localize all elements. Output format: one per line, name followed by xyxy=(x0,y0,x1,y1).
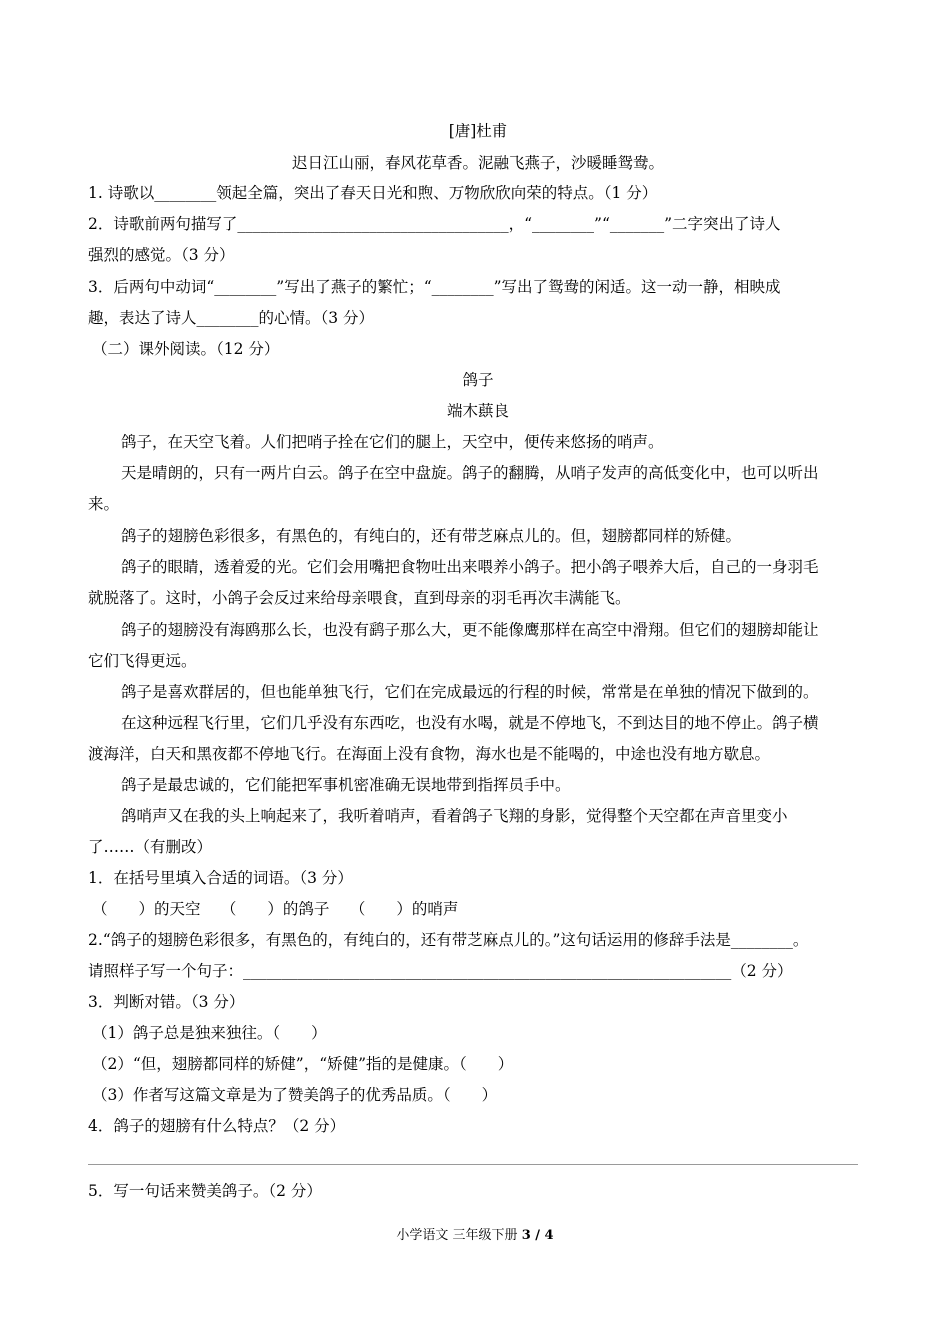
poem-question-2-line-2: 强烈的感觉。（3 分） xyxy=(88,246,235,264)
passage-paragraph-4-cont: 就脱落了。这时，小鸽子会反过来给母亲喂食，直到母亲的羽毛再次丰满能飞。 xyxy=(88,589,631,607)
footer-subject: 小学语文 三年级下册 xyxy=(396,1228,518,1243)
poem-question-3-line-1: 3．后两句中动词“________”写出了燕子的繁忙；“________”写出了鸳鸯的闲适。这一动一静，相映成 xyxy=(88,278,781,296)
passage-title: 鸽子 xyxy=(462,371,494,389)
poem-author: [唐]杜甫 xyxy=(448,122,508,140)
reading-question-1-blanks: （ ）的天空 （ ）的鸽子 （ ）的哨声 xyxy=(92,900,459,918)
footer-page-number: 3 / 4 xyxy=(521,1228,554,1243)
poem-verse: 迟日江山丽，春风花草香。泥融飞燕子，沙暖睡鸳鸯。 xyxy=(291,154,664,172)
reading-question-2-line-1: 2.“鸽子的翅膀色彩很多，有黑色的，有纯白的，还有带芝麻点儿的。”这句话运用的修辞手法是________。 xyxy=(88,931,809,949)
passage-paragraph-5: 鸽子的翅膀没有海鸥那么长，也没有鹞子那么大，更不能像鹰那样在高空中滑翔。但它们的翅膀却能让 xyxy=(121,621,819,639)
reading-question-3-item-1: （1）鸽子总是独来独往。（ ） xyxy=(92,1024,327,1042)
passage-paragraph-4: 鸽子的眼睛，透着爱的光。它们会用嘴把食物吐出来喂养小鸽子。把小鸽子喂养大后，自己的一身羽毛 xyxy=(121,558,819,576)
passage-paragraph-3: 鸽子的翅膀色彩很多，有黑色的，有纯白的，还有带芝麻点儿的。但，翅膀都同样的矫健。 xyxy=(121,527,742,545)
answer-line xyxy=(88,1164,858,1165)
passage-paragraph-9-cont: 了……（有删改） xyxy=(88,838,213,856)
reading-question-3-item-3: （3）作者写这篇文章是为了赞美鸽子的优秀品质。（ ） xyxy=(92,1086,498,1104)
passage-paragraph-2-cont: 来。 xyxy=(88,495,120,513)
reading-question-1: 1．在括号里填入合适的词语。（3 分） xyxy=(88,869,353,887)
passage-paragraph-6: 鸽子是喜欢群居的，但也能单独飞行，它们在完成最远的行程的时候，常常是在单独的情况下做到的。 xyxy=(121,683,819,701)
poem-question-1: 1. 诗歌以________领起全篇，突出了春天日光和煦、万物欣欣向荣的特点。（1 分） xyxy=(88,184,658,202)
reading-question-3: 3．判断对错。（3 分） xyxy=(88,993,245,1011)
passage-author: 端木蕻良 xyxy=(446,402,509,420)
passage-paragraph-7: 在这种远程飞行里，它们几乎没有东西吃，也没有水喝，就是不停地飞，不到达目的地不停止。鸽子横 xyxy=(121,714,819,732)
passage-paragraph-7-cont: 渡海洋，白天和黑夜都不停地飞行。在海面上没有食物，海水也是不能喝的，中途也没有地方歇息。 xyxy=(88,745,771,763)
passage-paragraph-1: 鸽子，在天空飞着。人们把哨子拴在它们的腿上，天空中，便传来悠扬的哨声。 xyxy=(121,433,664,451)
page-footer xyxy=(0,1227,950,1245)
reading-question-2-line-2: 请照样子写一个句子：_______________________________________________________________（2 分） xyxy=(88,962,793,980)
reading-question-3-item-2: （2）“但，翅膀都同样的矫健”，“矫健”指的是健康。（ ） xyxy=(92,1055,514,1073)
section-heading: （二）课外阅读。（12 分） xyxy=(92,340,280,358)
reading-question-5: 5．写一句话来赞美鸽子。（2 分） xyxy=(88,1182,322,1200)
poem-question-2-line-1: 2．诗歌前两句描写了___________________________________，“________”“_______”二字突出了诗人 xyxy=(88,215,781,233)
passage-paragraph-5-cont: 它们飞得更远。 xyxy=(88,652,197,670)
passage-paragraph-9: 鸽哨声又在我的头上响起来了，我听着哨声，看着鸽子飞翔的身影，觉得整个天空都在声音里变小 xyxy=(121,807,788,825)
passage-paragraph-2: 天是晴朗的，只有一两片白云。鸽子在空中盘旋。鸽子的翻腾，从哨子发声的高低变化中，也可以听出 xyxy=(121,464,819,482)
reading-question-4: 4．鸽子的翅膀有什么特点？（2 分） xyxy=(88,1117,346,1135)
poem-question-3-line-2: 趣，表达了诗人________的心情。（3 分） xyxy=(88,309,375,327)
passage-paragraph-8: 鸽子是最忠诚的，它们能把军事机密准确无误地带到指挥员手中。 xyxy=(121,776,571,794)
